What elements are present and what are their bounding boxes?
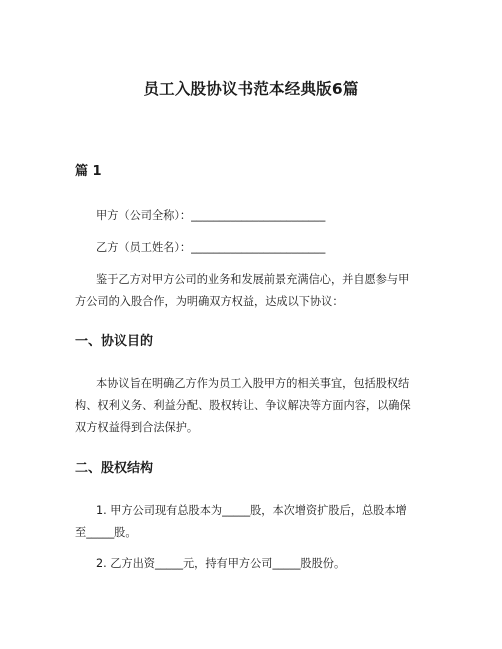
paragraph-line: 构、权利义务、利益分配、股权转让、争议解决等方面内容，以确保 <box>75 399 411 412</box>
party-b-line <box>75 237 435 259</box>
section-heading-equity: 二、股权结构 <box>75 461 154 476</box>
equity-item-1 <box>75 500 435 544</box>
preamble-paragraph <box>75 269 435 313</box>
paragraph-line: 鉴于乙方对甲方公司的业务和发展前景充满信心，并自愿参与甲 <box>96 273 410 286</box>
paragraph-line: 至_____股。 <box>75 526 137 539</box>
party-a-line <box>75 205 435 227</box>
paragraph-line: 本协议旨在明确乙方作为员工入股甲方的相关事宜，包括股权结 <box>96 377 410 390</box>
document-title: 员工入股协议书范本经典版6篇 <box>143 80 359 98</box>
paragraph-line: 方公司的入股合作，为明确双方权益，达成以下协议： <box>75 295 344 308</box>
equity-item-2 <box>75 553 435 575</box>
section-heading-purpose: 一、协议目的 <box>75 334 154 349</box>
section-heading-part1: 篇 1 <box>75 164 102 179</box>
paragraph-line: 乙方（员工姓名）：________________________ <box>96 241 326 254</box>
paragraph-line: 1. 甲方公司现有总股本为_____股，本次增资扩股后，总股本增 <box>96 504 407 517</box>
paragraph-line: 甲方（公司全称）：________________________ <box>96 209 326 222</box>
purpose-paragraph <box>75 373 435 439</box>
paragraph-line: 2. 乙方出资_____元，持有甲方公司_____股股份。 <box>96 557 346 570</box>
paragraph-line: 双方权益得到合法保护。 <box>75 421 199 434</box>
